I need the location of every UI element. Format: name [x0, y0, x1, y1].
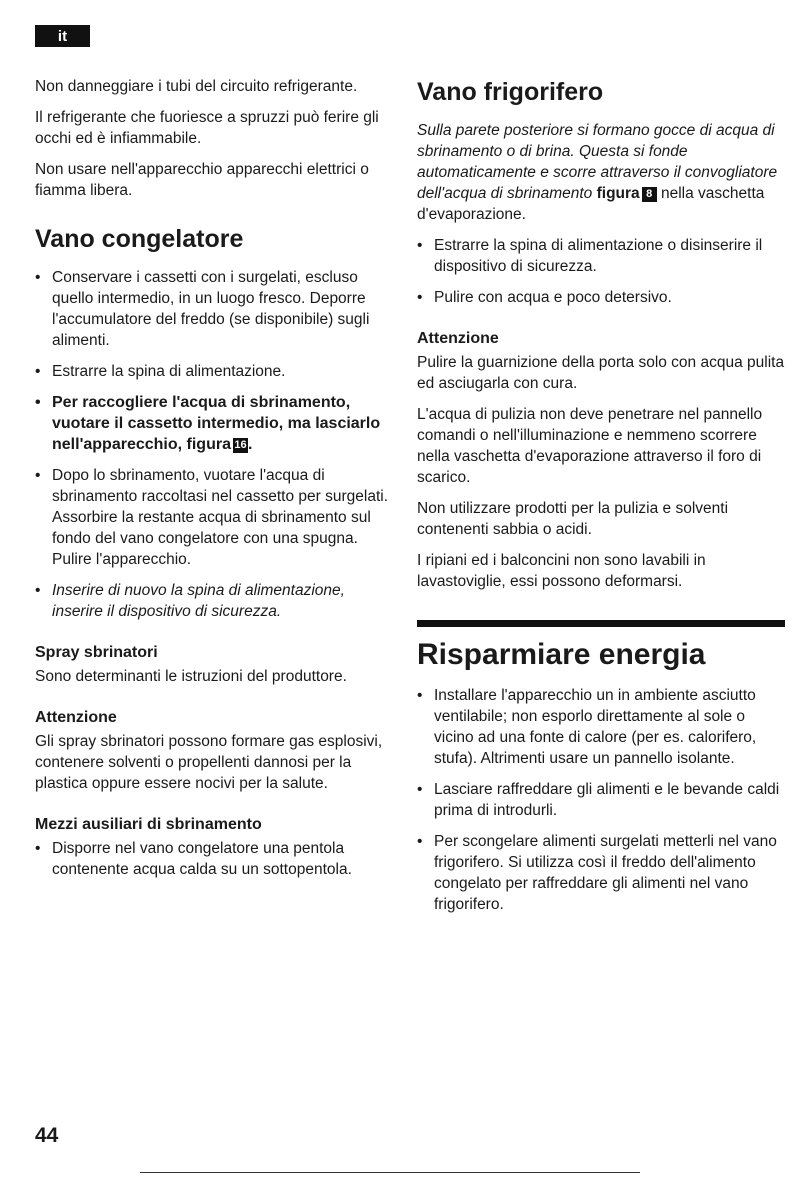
- freezer-item-5-text: Inserire di nuovo la spina di alimentazione, inserire il dispositivo di sicurezza.: [52, 582, 345, 620]
- energy-item-1: • Installare l'apparecchio un in ambiente asciutto ventilabile; non esporlo direttamente al sole o vicino ad una fonte di calore (per es. calorifero, stufa). Altrimenti usare un pannello isolante.: [417, 685, 785, 769]
- aux-heading: Mezzi ausiliari di sbrinamento: [35, 816, 262, 833]
- energy-item-3: • Per scongelare alimenti surgelati metterli nel vano frigorifero. Si utilizza così il freddo dell'alimento congelato per raffreddare gli alimenti nel vano frigorifero.: [417, 831, 785, 915]
- fridge-heading: Vano frigorifero: [417, 78, 604, 106]
- freezer-item-1: • Conservare i cassetti con i surgelati, escluso quello intermedio, in un luogo fresco. Deporre l'accumulatore del freddo (se disponibile) sugli alimenti.: [35, 267, 390, 351]
- footer-rule: [140, 1172, 640, 1173]
- spray-heading: Spray sbrinatori: [35, 644, 158, 661]
- attention-paragraph-2: Pulire la guarnizione della porta solo con acqua pulita ed asciugarla con cura.: [417, 354, 785, 392]
- figure-ref-16: 16: [234, 439, 247, 451]
- freezer-item-2: • Estrarre la spina di alimentazione.: [35, 361, 390, 382]
- intro-paragraph-3: Non usare nell'apparecchio apparecchi elettrici o fiamma libera.: [35, 161, 369, 199]
- aux-item-1: • Disporre nel vano congelatore una pentola contenente acqua calda su un sottopentola.: [35, 838, 390, 880]
- right-column: [417, 76, 785, 925]
- attention-heading-2: Attenzione: [417, 330, 499, 347]
- attention-paragraph-1: Gli spray sbrinatori possono formare gas esplosivi, contenere solventi o propellenti dannosi per la plastica oppure essere nocivi per la salute.: [35, 733, 383, 792]
- fridge-item-1: • Estrarre la spina di alimentazione o disinserire il dispositivo di sicurezza.: [417, 235, 785, 277]
- intro-paragraph-1: Non danneggiare i tubi del circuito refrigerante.: [35, 78, 358, 95]
- language-label: it: [57, 27, 68, 45]
- page-number: 44: [35, 1124, 59, 1147]
- energy-heading: Risparmiare energia: [417, 638, 706, 671]
- fridge-paragraph-1-text: Sulla parete posteriore si formano gocce di acqua di sbrinamento o di brina. Questa si fonde automaticamente e scorre attraverso il convogliatore dell'acqua di sbrinamento: [417, 122, 778, 202]
- freezer-item-5: [35, 580, 390, 622]
- attention-heading-1: Attenzione: [35, 709, 117, 726]
- fridge-paragraph-1-end: nella vaschetta d'evaporazione.: [417, 185, 765, 223]
- freezer-item-4: • Dopo lo sbrinamento, vuotare l'acqua di sbrinamento raccoltasi nel cassetto per surgelati. Assorbire la restante acqua di sbrinamento sul fondo del vano congelatore con una spugna. Pulire l'apparecchio.: [35, 465, 390, 570]
- language-badge: [35, 25, 90, 47]
- freezer-heading: Vano congelatore: [35, 225, 244, 253]
- freezer-item-3-text: Per raccogliere l'acqua di sbrinamento, vuotare il cassetto intermedio, ma lasciarlo nell'apparecchio, figura: [52, 394, 381, 453]
- attention-paragraph-5: I ripiani ed i balconcini non sono lavabili in lavastoviglie, essi possono deformarsi.: [417, 552, 706, 590]
- fridge-list: [417, 235, 785, 308]
- figure-label: figura: [596, 185, 640, 202]
- freezer-list: [35, 267, 390, 622]
- attention-paragraph-3: L'acqua di pulizia non deve penetrare nel pannello comandi o nell'illuminazione e nemmeno scorrere nella vaschetta d'evaporazione attraverso il foro di scarico.: [417, 406, 763, 486]
- spray-paragraph: Sono determinanti le istruzioni del produttore.: [35, 668, 347, 685]
- aux-list: [35, 838, 390, 880]
- attention-paragraph-4: Non utilizzare prodotti per la pulizia e solventi contenenti sabbia o acidi.: [417, 500, 729, 538]
- freezer-item-3: • Per raccogliere l'acqua di sbrinamento, vuotare il cassetto intermedio, ma lasciarlo nell'apparecchio, figura 16.: [35, 392, 390, 455]
- energy-list: [417, 685, 785, 915]
- figure-ref-8: 8: [642, 187, 657, 202]
- section-divider: [417, 620, 785, 627]
- energy-item-2: • Lasciare raffreddare gli alimenti e le bevande caldi prima di introdurli.: [417, 779, 785, 821]
- left-column: [35, 76, 390, 890]
- intro-paragraph-2: Il refrigerante che fuoriesce a spruzzi può ferire gli occhi ed è infiammabile.: [35, 109, 379, 147]
- fridge-item-2: • Pulire con acqua e poco detersivo.: [417, 287, 785, 308]
- fridge-paragraph-1: [417, 120, 785, 225]
